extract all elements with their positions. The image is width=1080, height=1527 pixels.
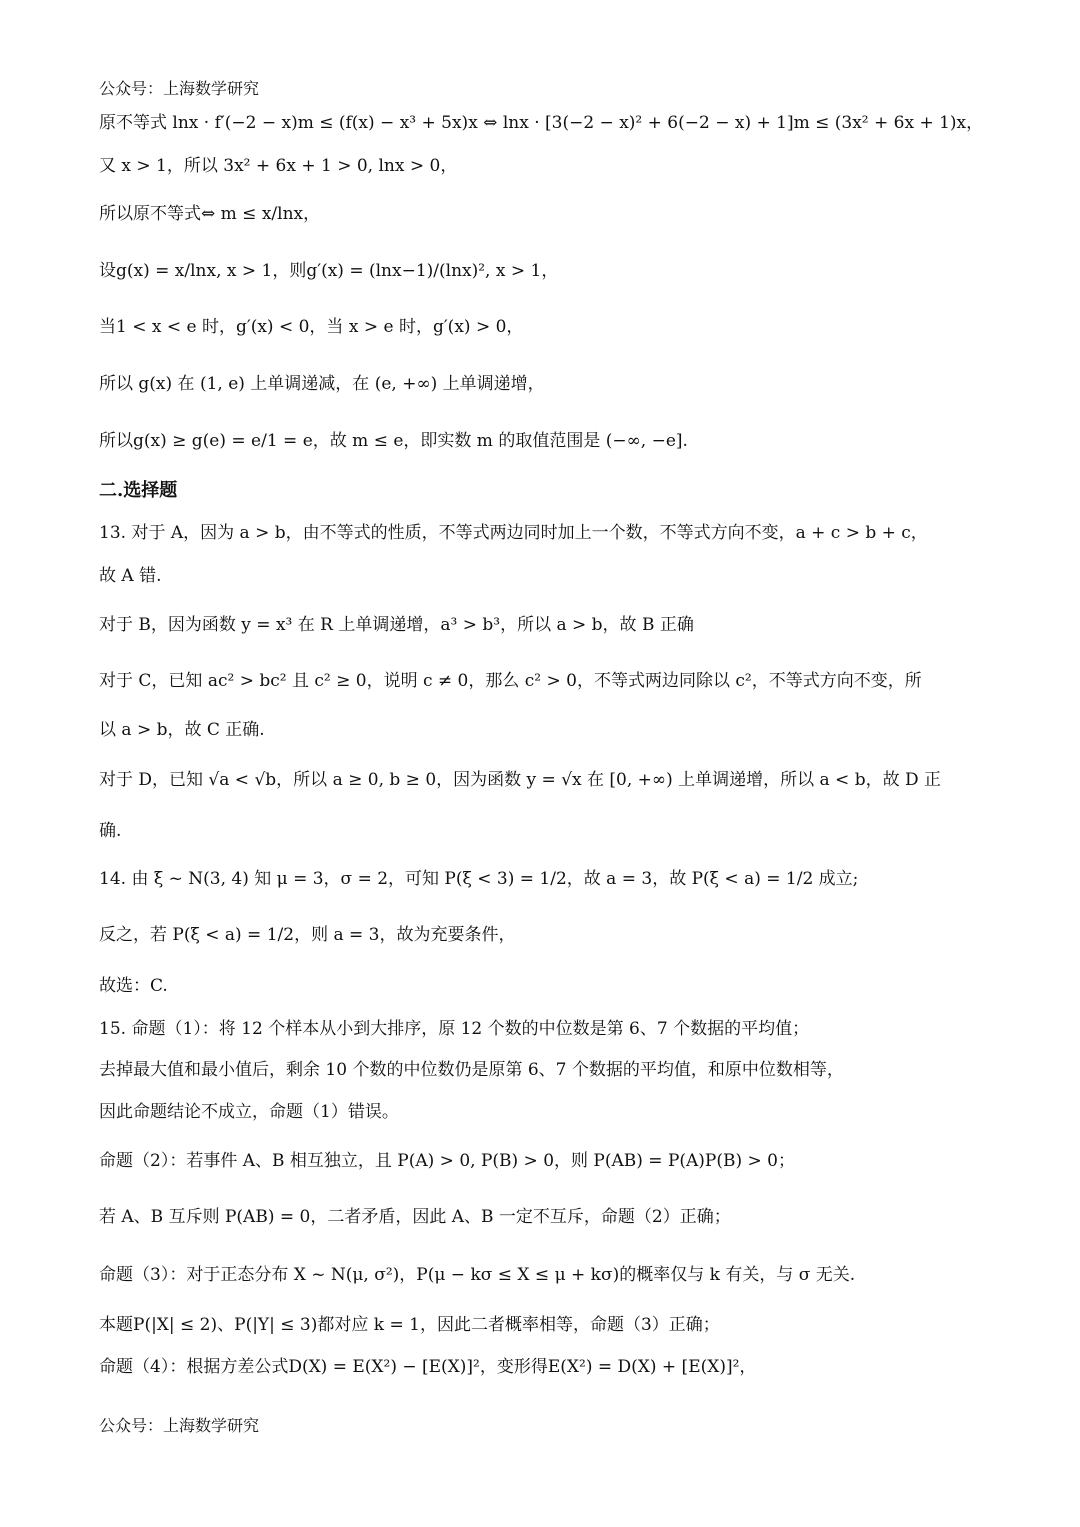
section-heading: 二.选择题 xyxy=(99,480,178,501)
page-footer: 公众号：上海数学研究 xyxy=(99,1416,260,1435)
text-line: 又 x > 1，所以 3x² + 6x + 1 > 0, lnx > 0， xyxy=(99,156,458,176)
text-line: 以 a > b，故 C 正确. xyxy=(99,720,265,740)
text-line: 13. 对于 A，因为 a > b，由不等式的性质，不等式两边同时加上一个数，不等式方向不变，a + c > b + c， xyxy=(99,523,928,543)
text-line: 所以g(x) ≥ g(e) = e/1 = e，故 m ≤ e，即实数 m 的取值范围是 (−∞, −e]. xyxy=(99,431,688,451)
text-line: 对于 C，已知 ac² > bc² 且 c² ≥ 0，说明 c ≠ 0，那么 c² > 0，不等式两边同除以 c²，不等式方向不变，所 xyxy=(99,671,922,691)
text-line: 命题（3）：对于正态分布 X ~ N(μ, σ²)，P(μ − kσ ≤ X ≤ μ + kσ)的概率仅与 k 有关，与 σ 无关. xyxy=(99,1265,856,1285)
text-line: 因此命题结论不成立，命题（1）错误。 xyxy=(99,1102,399,1122)
text-line: 对于 D，已知 √a < √b，所以 a ≥ 0, b ≥ 0，因为函数 y = √x 在 [0, +∞) 上单调递增，所以 a < b，故 D 正 xyxy=(99,770,942,790)
text-line: 设g(x) = x/lnx, x > 1，则g′(x) = (lnx−1)/(lnx)², x > 1， xyxy=(99,261,559,281)
text-line: 去掉最大值和最小值后，剩余 10 个数的中位数仍是原第 6、7 个数据的平均值，和原中位数相等， xyxy=(99,1060,844,1080)
text-line: 故选：C. xyxy=(99,976,168,996)
text-line: 命题（2）：若事件 A、B 相互独立，且 P(A) > 0, P(B) > 0，则 P(AB) = P(A)P(B) > 0； xyxy=(99,1151,795,1171)
text-line: 故 A 错. xyxy=(99,566,162,586)
text-line: 反之，若 P(ξ < a) = 1/2，则 a = 3，故为充要条件， xyxy=(99,925,516,945)
page-header: 公众号：上海数学研究 xyxy=(99,79,260,98)
text-line: 确. xyxy=(99,821,122,841)
text-line: 命题（4）：根据方差公式D(X) = E(X²) − [E(X)]²，变形得E(X²) = D(X) + [E(X)]²， xyxy=(99,1357,757,1377)
text-line: 14. 由 ξ ~ N(3, 4) 知 μ = 3，σ = 2，可知 P(ξ < 3) = 1/2，故 a = 3，故 P(ξ < a) = 1/2 成立; xyxy=(99,869,859,889)
text-line: 对于 B，因为函数 y = x³ 在 R 上单调递增，a³ > b³，所以 a > b，故 B 正确 xyxy=(99,615,694,635)
text-line: 所以 g(x) 在 (1, e) 上单调递减，在 (e, +∞) 上单调递增， xyxy=(99,374,545,394)
text-line: 本题P(|X| ≤ 2)、P(|Y| ≤ 3)都对应 k = 1，因此二者概率相等，命题（3）正确； xyxy=(99,1315,720,1335)
text-line: 原不等式 lnx · f′(−2 − x)m ≤ (f(x) − x³ + 5x)x ⇔ lnx · [3(−2 − x)² + 6(−2 − x) + 1]m ≤ (3x² + 6x + 1)x， xyxy=(99,113,984,133)
text-line: 若 A、B 互斥则 P(AB) = 0，二者矛盾，因此 A、B 一定不互斥，命题（2）正确； xyxy=(99,1207,731,1227)
text-line: 15. 命题（1）：将 12 个样本从小到大排序，原 12 个数的中位数是第 6、7 个数据的平均值； xyxy=(99,1019,810,1039)
text-line: 所以原不等式⇔ m ≤ x/lnx， xyxy=(99,204,321,224)
text-line: 当1 < x < e 时，g′(x) < 0，当 x > e 时，g′(x) > 0， xyxy=(99,317,524,337)
